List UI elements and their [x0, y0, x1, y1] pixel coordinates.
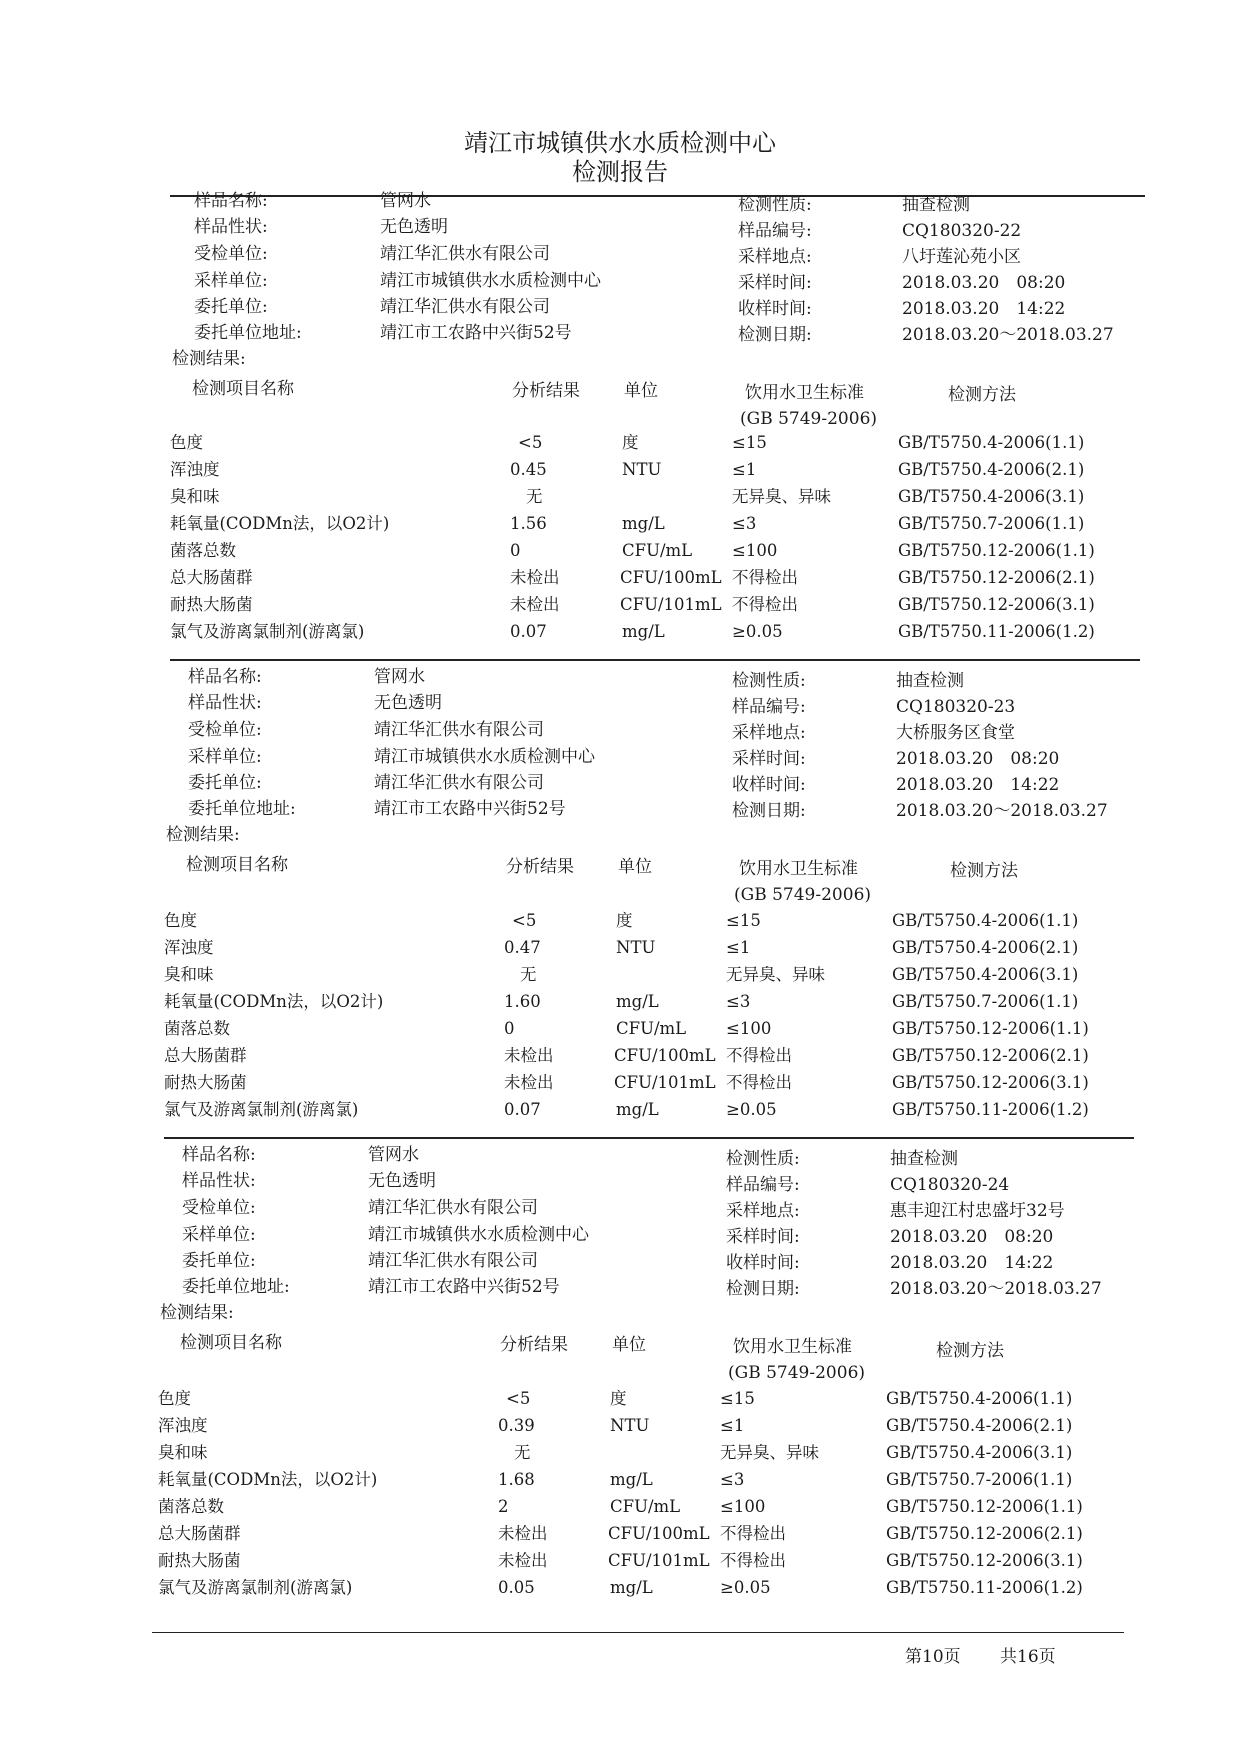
- sampling-unit-label: 采样单位:: [188, 747, 262, 767]
- sample-property-label: 样品性状:: [194, 217, 268, 237]
- unit-value: 度: [622, 433, 639, 452]
- item-name: 耗氧量(CODMn法，以O2计): [158, 1470, 378, 1489]
- table-row: [164, 937, 1164, 963]
- test-date-label: 检测日期:: [738, 325, 812, 345]
- table-row: [158, 1523, 1158, 1549]
- results-label: 检测结果:: [166, 825, 240, 845]
- col-item-header: 检测项目名称: [180, 1333, 282, 1353]
- method-value: GB/T5750.12-2006(3.1): [898, 595, 1095, 614]
- unit-value: CFU/mL: [616, 1019, 687, 1038]
- col-standard-header: 饮用水卫生标准: [739, 859, 858, 879]
- header-rule: [170, 195, 1145, 197]
- table-row: [158, 1415, 1158, 1441]
- inspected-unit-label: 受检单位:: [194, 244, 268, 264]
- method-value: GB/T5750.12-2006(2.1): [892, 1046, 1089, 1065]
- sampling-time-value: 2018.03.20 08:20: [890, 1227, 1054, 1247]
- sample-name-label: 样品名称:: [188, 667, 262, 687]
- sampling-time-value: 2018.03.20 08:20: [902, 273, 1066, 293]
- section-divider: [164, 1137, 1134, 1139]
- result-value: 未检出: [510, 595, 560, 614]
- table-row: [158, 1442, 1158, 1468]
- client-unit-label: 委托单位:: [194, 297, 268, 317]
- sampling-unit-value: 靖江市城镇供水水质检测中心: [380, 271, 601, 291]
- sample-no-value: CQ180320-23: [896, 697, 1016, 717]
- sample-name-label: 样品名称:: [194, 191, 268, 211]
- unit-value: CFU/100mL: [620, 568, 722, 587]
- receipt-time-label: 收样时间:: [726, 1253, 800, 1273]
- table-row: [170, 540, 1170, 566]
- method-value: GB/T5750.4-2006(1.1): [898, 433, 1085, 452]
- footer-rule: [152, 1632, 1124, 1633]
- method-value: GB/T5750.12-2006(2.1): [898, 568, 1095, 587]
- unit-value: CFU/100mL: [608, 1524, 710, 1543]
- method-value: GB/T5750.4-2006(3.1): [892, 965, 1079, 984]
- standard-value: ≤3: [732, 514, 757, 533]
- result-value: 无: [514, 1443, 531, 1462]
- result-value: 1.56: [510, 514, 547, 533]
- item-name: 色度: [164, 911, 197, 930]
- receipt-time-value: 2018.03.20 14:22: [902, 299, 1066, 319]
- test-nature-label: 检测性质:: [738, 195, 812, 215]
- method-value: GB/T5750.4-2006(1.1): [892, 911, 1079, 930]
- test-date-label: 检测日期:: [732, 801, 806, 821]
- sampling-site-label: 采样地点:: [738, 247, 812, 267]
- col-standard-ref: (GB 5749-2006): [734, 885, 872, 905]
- test-nature-label: 检测性质:: [732, 671, 806, 691]
- sampling-site-value: 惠丰迎江村忠盛圩32号: [890, 1201, 1065, 1221]
- result-value: 无: [520, 965, 537, 984]
- table-row: [164, 910, 1164, 936]
- result-value: 0.07: [504, 1100, 541, 1119]
- col-result-header: 分析结果: [512, 381, 580, 401]
- unit-value: 度: [610, 1389, 627, 1408]
- sample-no-label: 样品编号:: [726, 1175, 800, 1195]
- table-row: [170, 513, 1170, 539]
- table-row: [170, 594, 1170, 620]
- sampling-site-value: 大桥服务区食堂: [896, 723, 1015, 743]
- standard-value: ≤100: [732, 541, 778, 560]
- result-value: 1.68: [498, 1470, 535, 1489]
- test-date-label: 检测日期:: [726, 1279, 800, 1299]
- col-standard-ref: (GB 5749-2006): [728, 1363, 866, 1383]
- unit-value: CFU/101mL: [608, 1551, 710, 1570]
- col-result-header: 分析结果: [506, 857, 574, 877]
- sample-property-value: 无色透明: [368, 1171, 436, 1191]
- result-value: 未检出: [504, 1073, 554, 1092]
- col-result-header: 分析结果: [500, 1335, 568, 1355]
- sampling-unit-label: 采样单位:: [194, 271, 268, 291]
- inspected-unit-label: 受检单位:: [182, 1198, 256, 1218]
- result-value: <5: [518, 433, 543, 452]
- item-name: 耗氧量(CODMn法，以O2计): [164, 992, 384, 1011]
- result-value: 1.60: [504, 992, 541, 1011]
- sampling-time-value: 2018.03.20 08:20: [896, 749, 1060, 769]
- result-value: 0: [504, 1019, 515, 1038]
- method-value: GB/T5750.11-2006(1.2): [898, 622, 1095, 641]
- receipt-time-value: 2018.03.20 14:22: [890, 1253, 1054, 1273]
- sampling-site-label: 采样地点:: [732, 723, 806, 743]
- test-nature-value: 抽查检测: [902, 195, 970, 215]
- results-label: 检测结果:: [172, 349, 246, 369]
- result-value: 0.05: [498, 1578, 535, 1597]
- table-row: [158, 1550, 1158, 1576]
- sampling-site-label: 采样地点:: [726, 1201, 800, 1221]
- unit-value: NTU: [622, 460, 662, 479]
- item-name: 总大肠菌群: [170, 568, 253, 587]
- unit-value: mg/L: [622, 514, 665, 533]
- col-unit-header: 单位: [612, 1335, 646, 1355]
- standard-value: ≤15: [726, 911, 761, 930]
- table-row: [158, 1469, 1158, 1495]
- test-nature-label: 检测性质:: [726, 1149, 800, 1169]
- col-item-header: 检测项目名称: [186, 855, 288, 875]
- standard-value: ≤1: [726, 938, 751, 957]
- sample-property-label: 样品性状:: [182, 1171, 256, 1191]
- table-row: [170, 567, 1170, 593]
- method-value: GB/T5750.4-2006(2.1): [892, 938, 1079, 957]
- item-name: 臭和味: [164, 965, 214, 984]
- result-value: <5: [512, 911, 537, 930]
- sample-no-label: 样品编号:: [732, 697, 806, 717]
- inspected-unit-value: 靖江华汇供水有限公司: [380, 244, 550, 264]
- item-name: 菌落总数: [170, 541, 236, 560]
- standard-value: 不得检出: [726, 1046, 792, 1065]
- item-name: 色度: [158, 1389, 191, 1408]
- standard-value: ≤3: [726, 992, 751, 1011]
- item-name: 耐热大肠菌: [164, 1073, 247, 1092]
- unit-value: CFU/101mL: [614, 1073, 716, 1092]
- standard-value: ≤100: [720, 1497, 766, 1516]
- table-row: [170, 621, 1170, 647]
- table-row: [164, 1099, 1164, 1125]
- table-row: [164, 964, 1164, 990]
- item-name: 总大肠菌群: [164, 1046, 247, 1065]
- client-address-value: 靖江市工农路中兴街52号: [380, 323, 572, 343]
- standard-value: ≤1: [732, 460, 757, 479]
- client-address-value: 靖江市工农路中兴街52号: [374, 799, 566, 819]
- table-row: [170, 486, 1170, 512]
- method-value: GB/T5750.7-2006(1.1): [898, 514, 1085, 533]
- client-address-label: 委托单位地址:: [194, 323, 302, 343]
- col-method-header: 检测方法: [950, 861, 1018, 881]
- standard-value: ≤3: [720, 1470, 745, 1489]
- report-title: 检测报告: [572, 158, 668, 186]
- result-value: 0.47: [504, 938, 541, 957]
- page-number: 第10页: [905, 1647, 961, 1667]
- item-name: 氯气及游离氯制剂(游离氯): [164, 1100, 359, 1119]
- client-address-label: 委托单位地址:: [188, 799, 296, 819]
- unit-value: NTU: [610, 1416, 650, 1435]
- result-value: 无: [526, 487, 543, 506]
- method-value: GB/T5750.4-2006(3.1): [898, 487, 1085, 506]
- sample-name-value: 管网水: [368, 1145, 419, 1165]
- standard-value: 不得检出: [720, 1551, 786, 1570]
- inspected-unit-label: 受检单位:: [188, 720, 262, 740]
- result-value: 0.39: [498, 1416, 535, 1435]
- col-standard-ref: (GB 5749-2006): [740, 409, 878, 429]
- sample-property-label: 样品性状:: [188, 693, 262, 713]
- receipt-time-label: 收样时间:: [732, 775, 806, 795]
- standard-value: ≥0.05: [720, 1578, 771, 1597]
- test-date-value: 2018.03.20～2018.03.27: [890, 1279, 1102, 1299]
- standard-value: 不得检出: [720, 1524, 786, 1543]
- sampling-unit-label: 采样单位:: [182, 1225, 256, 1245]
- method-value: GB/T5750.4-2006(3.1): [886, 1443, 1073, 1462]
- item-name: 氯气及游离氯制剂(游离氯): [170, 622, 365, 641]
- unit-value: CFU/mL: [622, 541, 693, 560]
- col-method-header: 检测方法: [948, 385, 1016, 405]
- method-value: GB/T5750.4-2006(2.1): [898, 460, 1085, 479]
- item-name: 臭和味: [170, 487, 220, 506]
- standard-value: 不得检出: [732, 595, 798, 614]
- sample-name-value: 管网水: [380, 191, 431, 211]
- result-value: 2: [498, 1497, 509, 1516]
- method-value: GB/T5750.7-2006(1.1): [892, 992, 1079, 1011]
- unit-value: NTU: [616, 938, 656, 957]
- standard-value: 不得检出: [732, 568, 798, 587]
- sampling-unit-value: 靖江市城镇供水水质检测中心: [374, 747, 595, 767]
- col-standard-header: 饮用水卫生标准: [745, 383, 864, 403]
- client-unit-value: 靖江华汇供水有限公司: [368, 1251, 538, 1271]
- sample-name-value: 管网水: [374, 667, 425, 687]
- client-unit-label: 委托单位:: [188, 773, 262, 793]
- item-name: 耗氧量(CODMn法，以O2计): [170, 514, 390, 533]
- receipt-time-value: 2018.03.20 14:22: [896, 775, 1060, 795]
- item-name: 浑浊度: [170, 460, 220, 479]
- method-value: GB/T5750.12-2006(3.1): [886, 1551, 1083, 1570]
- client-unit-value: 靖江华汇供水有限公司: [380, 297, 550, 317]
- result-value: 未检出: [498, 1551, 548, 1570]
- unit-value: mg/L: [610, 1470, 653, 1489]
- sample-no-label: 样品编号:: [738, 221, 812, 241]
- unit-value: 度: [616, 911, 633, 930]
- table-row: [158, 1388, 1158, 1414]
- standard-value: ≤1: [720, 1416, 745, 1435]
- standard-value: 不得检出: [726, 1073, 792, 1092]
- method-value: GB/T5750.11-2006(1.2): [886, 1578, 1083, 1597]
- table-row: [158, 1496, 1158, 1522]
- sample-no-value: CQ180320-24: [890, 1175, 1010, 1195]
- col-method-header: 检测方法: [936, 1341, 1004, 1361]
- org-title: 靖江市城镇供水水质检测中心: [464, 129, 776, 157]
- unit-value: mg/L: [610, 1578, 653, 1597]
- test-date-value: 2018.03.20～2018.03.27: [896, 801, 1108, 821]
- unit-value: CFU/101mL: [620, 595, 722, 614]
- item-name: 菌落总数: [158, 1497, 224, 1516]
- unit-value: CFU/mL: [610, 1497, 681, 1516]
- method-value: GB/T5750.12-2006(1.1): [886, 1497, 1083, 1516]
- sampling-site-value: 八圩莲沁苑小区: [902, 247, 1021, 267]
- method-value: GB/T5750.7-2006(1.1): [886, 1470, 1073, 1489]
- client-unit-value: 靖江华汇供水有限公司: [374, 773, 544, 793]
- unit-value: mg/L: [616, 992, 659, 1011]
- item-name: 耐热大肠菌: [158, 1551, 241, 1570]
- inspected-unit-value: 靖江华汇供水有限公司: [368, 1198, 538, 1218]
- method-value: GB/T5750.11-2006(1.2): [892, 1100, 1089, 1119]
- unit-value: CFU/100mL: [614, 1046, 716, 1065]
- test-nature-value: 抽查检测: [896, 671, 964, 691]
- result-value: <5: [506, 1389, 531, 1408]
- item-name: 氯气及游离氯制剂(游离氯): [158, 1578, 353, 1597]
- item-name: 耐热大肠菌: [170, 595, 253, 614]
- client-address-value: 靖江市工农路中兴街52号: [368, 1277, 560, 1297]
- item-name: 菌落总数: [164, 1019, 230, 1038]
- standard-value: 无异臭、异味: [720, 1443, 819, 1462]
- unit-value: mg/L: [616, 1100, 659, 1119]
- result-value: 0: [510, 541, 521, 560]
- col-unit-header: 单位: [624, 381, 658, 401]
- standard-value: ≤15: [732, 433, 767, 452]
- sample-property-value: 无色透明: [374, 693, 442, 713]
- client-address-label: 委托单位地址:: [182, 1277, 290, 1297]
- unit-value: mg/L: [622, 622, 665, 641]
- inspected-unit-value: 靖江华汇供水有限公司: [374, 720, 544, 740]
- standard-value: ≥0.05: [726, 1100, 777, 1119]
- method-value: GB/T5750.12-2006(1.1): [892, 1019, 1089, 1038]
- item-name: 浑浊度: [164, 938, 214, 957]
- method-value: GB/T5750.4-2006(1.1): [886, 1389, 1073, 1408]
- method-value: GB/T5750.12-2006(2.1): [886, 1524, 1083, 1543]
- test-nature-value: 抽查检测: [890, 1149, 958, 1169]
- sampling-time-label: 采样时间:: [732, 749, 806, 769]
- col-unit-header: 单位: [618, 857, 652, 877]
- col-item-header: 检测项目名称: [192, 379, 294, 399]
- section-divider: [170, 659, 1140, 661]
- result-value: 未检出: [498, 1524, 548, 1543]
- standard-value: ≤15: [720, 1389, 755, 1408]
- table-row: [164, 1072, 1164, 1098]
- item-name: 总大肠菌群: [158, 1524, 241, 1543]
- results-label: 检测结果:: [160, 1303, 234, 1323]
- standard-value: ≤100: [726, 1019, 772, 1038]
- page-total: 共16页: [1000, 1647, 1056, 1667]
- table-row: [164, 1018, 1164, 1044]
- sample-name-label: 样品名称:: [182, 1145, 256, 1165]
- sampling-unit-value: 靖江市城镇供水水质检测中心: [368, 1225, 589, 1245]
- sampling-time-label: 采样时间:: [726, 1227, 800, 1247]
- standard-value: 无异臭、异味: [732, 487, 831, 506]
- sample-no-value: CQ180320-22: [902, 221, 1022, 241]
- table-row: [164, 991, 1164, 1017]
- item-name: 色度: [170, 433, 203, 452]
- item-name: 臭和味: [158, 1443, 208, 1462]
- method-value: GB/T5750.4-2006(2.1): [886, 1416, 1073, 1435]
- receipt-time-label: 收样时间:: [738, 299, 812, 319]
- table-row: [170, 432, 1170, 458]
- table-row: [164, 1045, 1164, 1071]
- standard-value: ≥0.05: [732, 622, 783, 641]
- sampling-time-label: 采样时间:: [738, 273, 812, 293]
- standard-value: 无异臭、异味: [726, 965, 825, 984]
- client-unit-label: 委托单位:: [182, 1251, 256, 1271]
- method-value: GB/T5750.12-2006(1.1): [898, 541, 1095, 560]
- sample-property-value: 无色透明: [380, 217, 448, 237]
- col-standard-header: 饮用水卫生标准: [733, 1337, 852, 1357]
- result-value: 未检出: [510, 568, 560, 587]
- result-value: 0.07: [510, 622, 547, 641]
- result-value: 未检出: [504, 1046, 554, 1065]
- result-value: 0.45: [510, 460, 547, 479]
- table-row: [170, 459, 1170, 485]
- item-name: 浑浊度: [158, 1416, 208, 1435]
- table-row: [158, 1577, 1158, 1603]
- test-date-value: 2018.03.20～2018.03.27: [902, 325, 1114, 345]
- method-value: GB/T5750.12-2006(3.1): [892, 1073, 1089, 1092]
